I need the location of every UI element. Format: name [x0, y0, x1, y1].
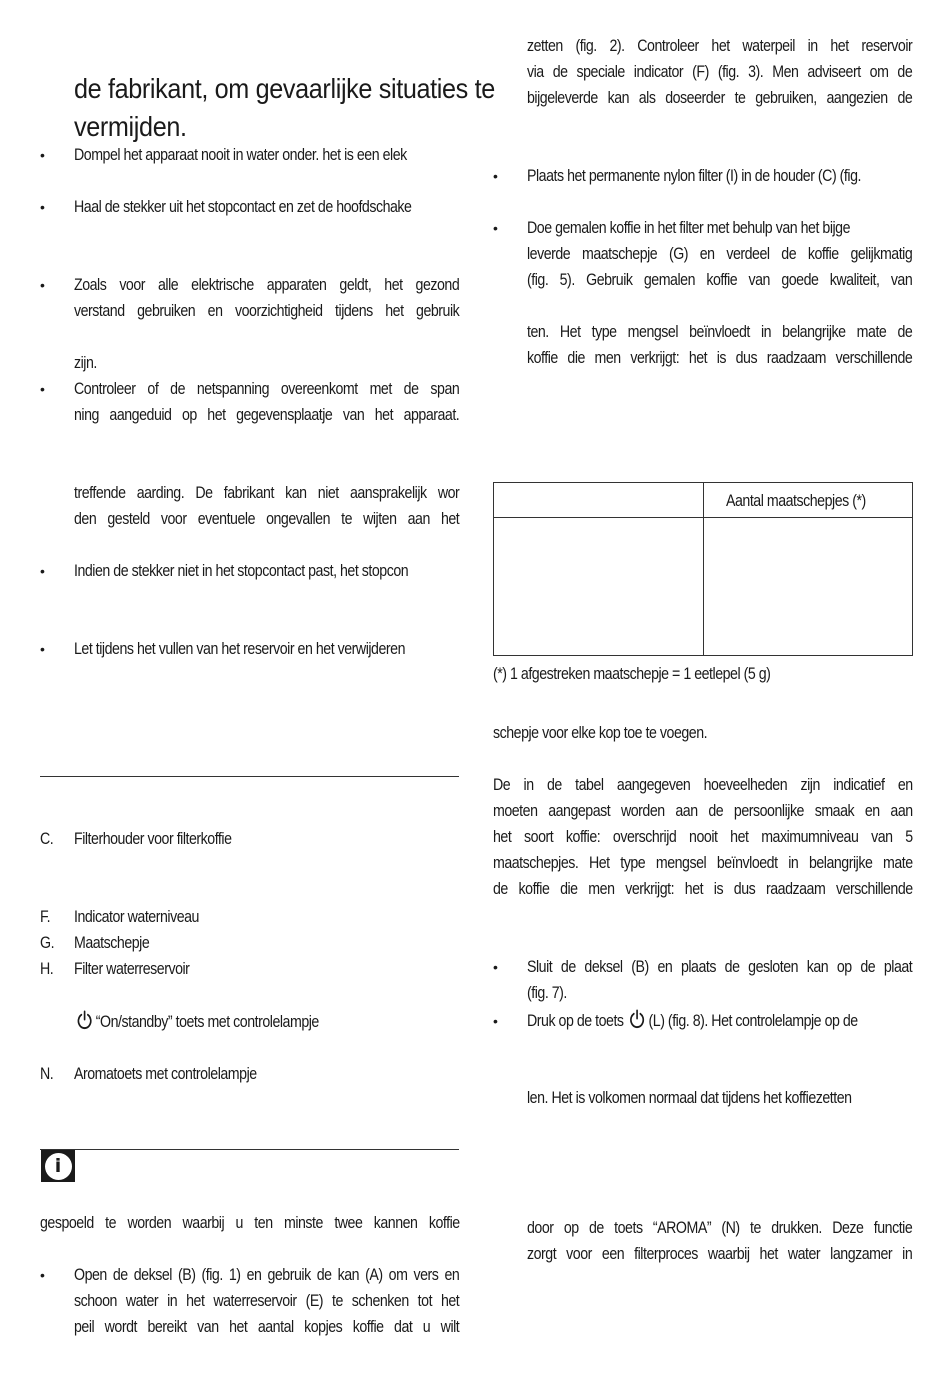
part-letter-c: C.	[40, 830, 54, 848]
right-bullet-3-line-2: (fig. 7).	[527, 984, 567, 1002]
left-bullet-3-line-2: verstand gebruiken en voorzichtigheid tijdens het gebruik	[74, 302, 460, 320]
right-bullet-1: Plaats het permanente nylon filter (I) in de houder (C) (fig.	[527, 167, 861, 185]
right-bullet-2-line-2: leverde maatschepje (G) en verdeel de koffie gelijkmatig	[527, 245, 913, 263]
right-para-line-5: de koffie die men verkrijgt: het is dus raadzaam verschillende	[493, 880, 913, 898]
heading-line-1: de fabrikant, om gevaarlijke situaties te	[74, 73, 495, 104]
right-bullet-4-pre: Druk op de toets	[527, 1012, 624, 1030]
table-header-right-text: Aantal maatschepjes (*)	[725, 492, 866, 510]
section-divider	[40, 776, 459, 777]
bullet-glyph: •	[493, 1013, 498, 1029]
right-bullet-2-line-1: Doe gemalen koffie in het filter met behulp van het bijge	[527, 219, 851, 237]
left-cont-1: zijn.	[74, 354, 97, 372]
bullet-glyph: •	[40, 199, 45, 215]
right-para-line-2: moeten aangepast worden aan de persoonlijke smaak en aan	[493, 802, 913, 820]
left-cont-2-line-2: den gesteld voor eventuele ongevallen te wijten aan het	[74, 510, 460, 528]
part-letter-f: F.	[40, 908, 51, 926]
right-bullet-4	[527, 1008, 858, 1034]
bullet-glyph: •	[40, 641, 45, 657]
bullet-glyph: •	[40, 381, 45, 397]
power-icon	[76, 1010, 93, 1030]
left-bullet-4-line-1: Controleer of de netspanning overeenkomt met de span	[74, 380, 460, 398]
dosage-table	[493, 482, 913, 656]
left-bullet-7-line-1: Open de deksel (B) (fig. 1) en gebruik de kan (A) om vers en	[74, 1266, 460, 1284]
left-bullet-3-line-1: Zoals voor alle elektrische apparaten geldt, het gezond	[74, 276, 460, 294]
right-top-line-2: via de speciale indicator (F) (fig. 3). Men adviseert om de	[527, 63, 913, 81]
part-text-f: Indicator waterniveau	[74, 908, 199, 926]
bullet-glyph: •	[493, 220, 498, 236]
part-text-c: Filterhouder voor filterkoffie	[74, 830, 232, 848]
left-bullet-7-line-2: schoon water in het waterreservoir (E) te schenken tot het	[74, 1292, 460, 1310]
table-header-right	[703, 483, 913, 518]
right-bullet-4-post: (L) (fig. 8). Het controlelampje op de	[648, 1012, 858, 1030]
right-cont-1-line-1: ten. Het type mengsel beïnvloedt in belangrijke mate de	[527, 323, 913, 341]
left-bullet-2: Haal de stekker uit het stopcontact en zet de hoofdschake	[74, 198, 412, 216]
left-bullet-4-line-2: ning aangeduid op het gegevensplaatje van het apparaat.	[74, 406, 460, 424]
part-text-g: Maatschepje	[74, 934, 150, 952]
right-bullet-3-line-1: Sluit de deksel (B) en plaats de gesloten kan op de plaat	[527, 958, 913, 976]
bullet-glyph: •	[40, 563, 45, 579]
left-gespoeld: gespoeld te worden waarbij u ten minste twee kannen koffie	[40, 1214, 460, 1232]
right-schepje: schepje voor elke kop toe te voegen.	[493, 724, 708, 742]
left-bullet-6: Let tijdens het vullen van het reservoir en het verwijderen	[74, 640, 405, 658]
right-cont-3-line-2: zorgt voor een filterproces waarbij het water langzamer in	[527, 1245, 913, 1263]
right-top-line-1: zetten (fig. 2). Controleer het waterpeil in het reservoir	[527, 37, 913, 55]
right-top-line-3: bijgeleverde kan als doseerder te gebruiken, aangezien de	[527, 89, 913, 107]
part-letter-g: G.	[40, 934, 55, 952]
info-icon: i	[41, 1150, 75, 1182]
right-para-line-4: maatschepjes. Het type mengsel beïnvloedt in belangrijke mate	[493, 854, 913, 872]
left-bullet-7-line-3: peil wordt bereikt van het aantal kopjes koffie dat u wilt	[74, 1318, 460, 1336]
right-cont-3-line-1: door op de toets “AROMA” (N) te drukken. Deze functie	[527, 1219, 913, 1237]
table-body-right	[703, 518, 913, 656]
bullet-glyph: •	[40, 1267, 45, 1283]
onstandby-label: “On/standby” toets met controlelampje	[95, 1013, 319, 1031]
right-cont-1-line-2: koffie die men verkrijgt: het is dus raadzaam verschillende	[527, 349, 913, 367]
table-footnote: (*) 1 afgestreken maatschepje = 1 eetlepel (5 g)	[493, 665, 771, 683]
bullet-glyph: •	[493, 168, 498, 184]
bullet-glyph: •	[493, 959, 498, 975]
left-bullet-1: Dompel het apparaat nooit in water onder. het is een elek	[74, 146, 407, 164]
table-body-left	[494, 518, 704, 656]
part-letter-n: N.	[40, 1065, 54, 1083]
right-cont-2: len. Het is volkomen normaal dat tijdens het koffiezetten	[527, 1089, 852, 1107]
part-letter-h: H.	[40, 960, 54, 978]
right-para-line-1: De in de tabel aangegeven hoeveelheden zijn indicatief en	[493, 776, 913, 794]
power-icon	[629, 1009, 646, 1029]
table-header-left	[494, 483, 704, 518]
part-text-h: Filter waterreservoir	[74, 960, 190, 978]
right-bullet-2-line-3: (fig. 5). Gebruik gemalen koffie van goede kwaliteit, van	[527, 271, 913, 289]
bullet-glyph: •	[40, 277, 45, 293]
left-bullet-5: Indien de stekker niet in het stopcontact past, het stopcon	[74, 562, 409, 580]
heading-line-2: vermijden.	[74, 111, 187, 142]
part-onstandby	[76, 1009, 319, 1035]
left-cont-2-line-1: treffende aarding. De fabrikant kan niet aansprakelijk wor	[74, 484, 460, 502]
info-divider	[40, 1149, 459, 1150]
part-text-n: Aromatoets met controlelampje	[74, 1065, 257, 1083]
right-para-line-3: het soort koffie: overschrijd nooit het maximumniveau van 5	[493, 828, 913, 846]
bullet-glyph: •	[40, 147, 45, 163]
